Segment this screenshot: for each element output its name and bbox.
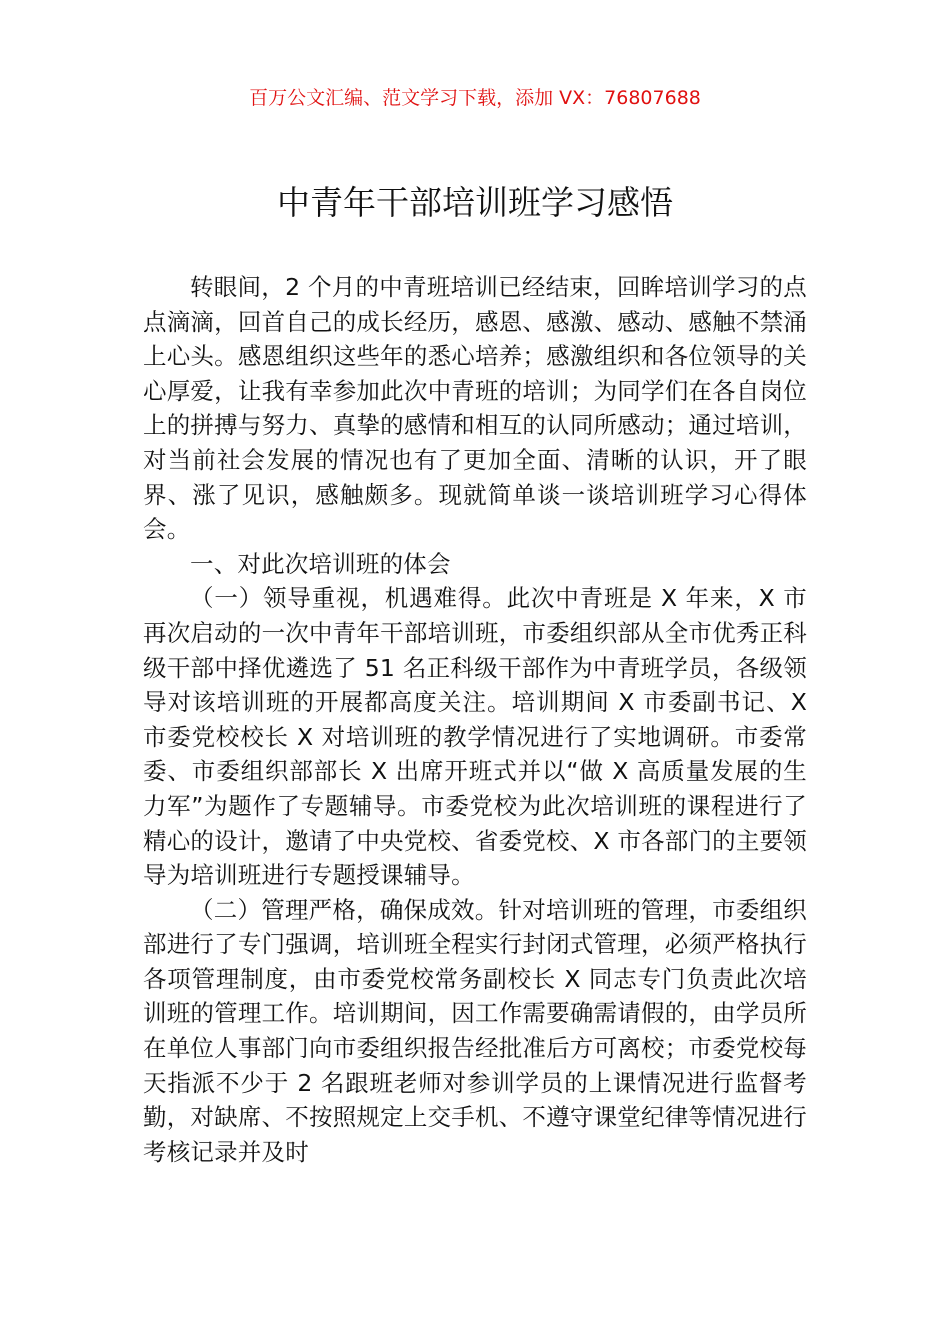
paragraph-subsection-2: （二）管理严格，确保成效。针对培训班的管理，市委组织部进行了专门强调，培训班全程实行封闭式管理，必须严格执行各项管理制度，由市委党校常务副校长 X 同志专门负责此次培训班的管理工作。培训期间，因工作需要确需请假的，由学员所在单位人事部门向市委组织报告经批准后方可离校；市委党校每天指派不少于 2 名跟班老师对参训学员的上课情况进行监督考勤，对缺席、不按照规定上交手机、不遵守课堂纪律等情况进行考核记录并及时 xyxy=(143,895,807,1166)
paragraph-subsection-1: （一）领导重视，机遇难得。此次中青班是 X 年来，X 市再次启动的一次中青年干部培训班，市委组织部从全市优秀正科级干部中择优遴选了 51 名正科级干部作为中青班学员，各级领导对该培训班的开展都高度关注。培训期间 X 市委副书记、X 市委党校校长 X 对培训班的教学情况进行了实地调研。市委常委、市委组织部部长 X 出席开班式并以“做 X 高质量发展的生力军”为题作了专题辅导。市委党校为此次培训班的课程进行了精心的设计，邀请了中央党校、省委党校、X 市各部门的主要领导为培训班进行专题授课辅导。 xyxy=(143,584,807,890)
document-body xyxy=(143,270,807,1169)
watermark-header-note: 百万公文汇编、范文学习下载，添加 VX：76807688 xyxy=(249,87,701,109)
document-title: 中青年干部培训班学习感悟 xyxy=(277,183,673,222)
section-heading-1: 一、对此次培训班的体会 xyxy=(190,549,451,578)
paragraph-intro: 转眼间，2 个月的中青班培训已经结束，回眸培训学习的点点滴滴，回首自己的成长经历，感恩、感激、感动、感触不禁涌上心头。感恩组织这些年的悉心培养；感激组织和各位领导的关心厚爱，让我有幸参加此次中青班的培训；为同学们在各自岗位上的拼搏与努力、真挚的感情和相互的认同所感动；通过培训，对当前社会发展的情况也有了更加全面、清晰的认识，开了眼界、涨了见识，感触颇多。现就简单谈一谈培训班学习心得体会。 xyxy=(143,273,807,544)
